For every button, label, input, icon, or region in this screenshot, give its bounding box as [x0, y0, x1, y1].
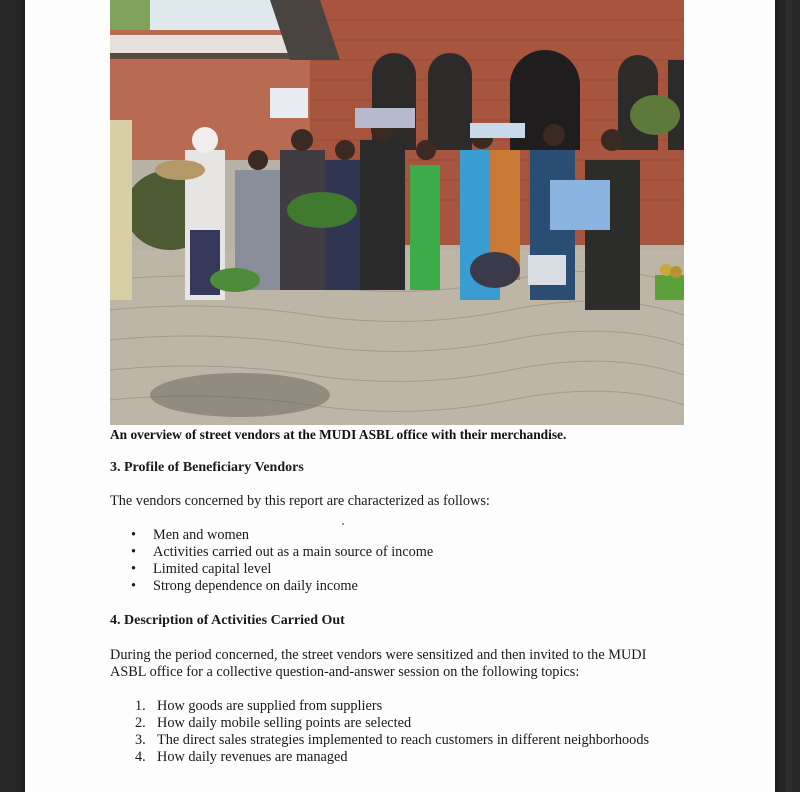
section-4-paragraph [110, 647, 646, 681]
photo-caption: An overview of street vendors at the MUDI ASBL office with their merchandise. [110, 427, 567, 442]
bullet-icon: • [131, 527, 137, 543]
list-number: 3. [135, 732, 146, 748]
list-item-text: How goods are supplied from suppliers [157, 698, 383, 714]
list-item [135, 698, 649, 715]
paragraph-line: ASBL office for a collective question-and-answer session on the following topics: [110, 664, 580, 680]
list-item-text: Limited capital level [153, 561, 272, 577]
vendors-photo [110, 0, 684, 425]
list-item [135, 732, 649, 749]
vendor-profile-list [129, 527, 433, 595]
list-item [129, 527, 433, 544]
vertical-scrollbar[interactable] [786, 0, 792, 792]
list-item-text: Strong dependence on daily income [153, 578, 358, 594]
document-page [25, 0, 775, 792]
list-number: 1. [135, 698, 146, 714]
list-item-text: How daily revenues are managed [157, 749, 348, 765]
list-number: 2. [135, 715, 146, 731]
list-item-text: Men and women [153, 527, 250, 543]
section-4-heading: 4. Description of Activities Carried Out [110, 613, 345, 628]
list-item-text: How daily mobile selling points are selected [157, 715, 412, 731]
section-3-intro: The vendors concerned by this report are characterized as follows: [110, 493, 490, 509]
list-item [135, 749, 649, 766]
list-item [135, 715, 649, 732]
scan-speck [342, 523, 344, 525]
list-item [129, 578, 433, 595]
session-topics-list [135, 698, 649, 766]
paragraph-line: During the period concerned, the street vendors were sensitized and then invited to the MUDI [110, 647, 647, 663]
list-item-text: Activities carried out as a main source of income [153, 544, 434, 560]
bullet-icon: • [131, 544, 137, 560]
list-item [129, 544, 433, 561]
list-item-text: The direct sales strategies implemented to reach customers in different neighborhoods [157, 732, 650, 748]
section-3-heading: 3. Profile of Beneficiary Vendors [110, 460, 304, 475]
list-item [129, 561, 433, 578]
bullet-icon: • [131, 578, 137, 594]
bullet-icon: • [131, 561, 137, 577]
list-number: 4. [135, 749, 146, 765]
